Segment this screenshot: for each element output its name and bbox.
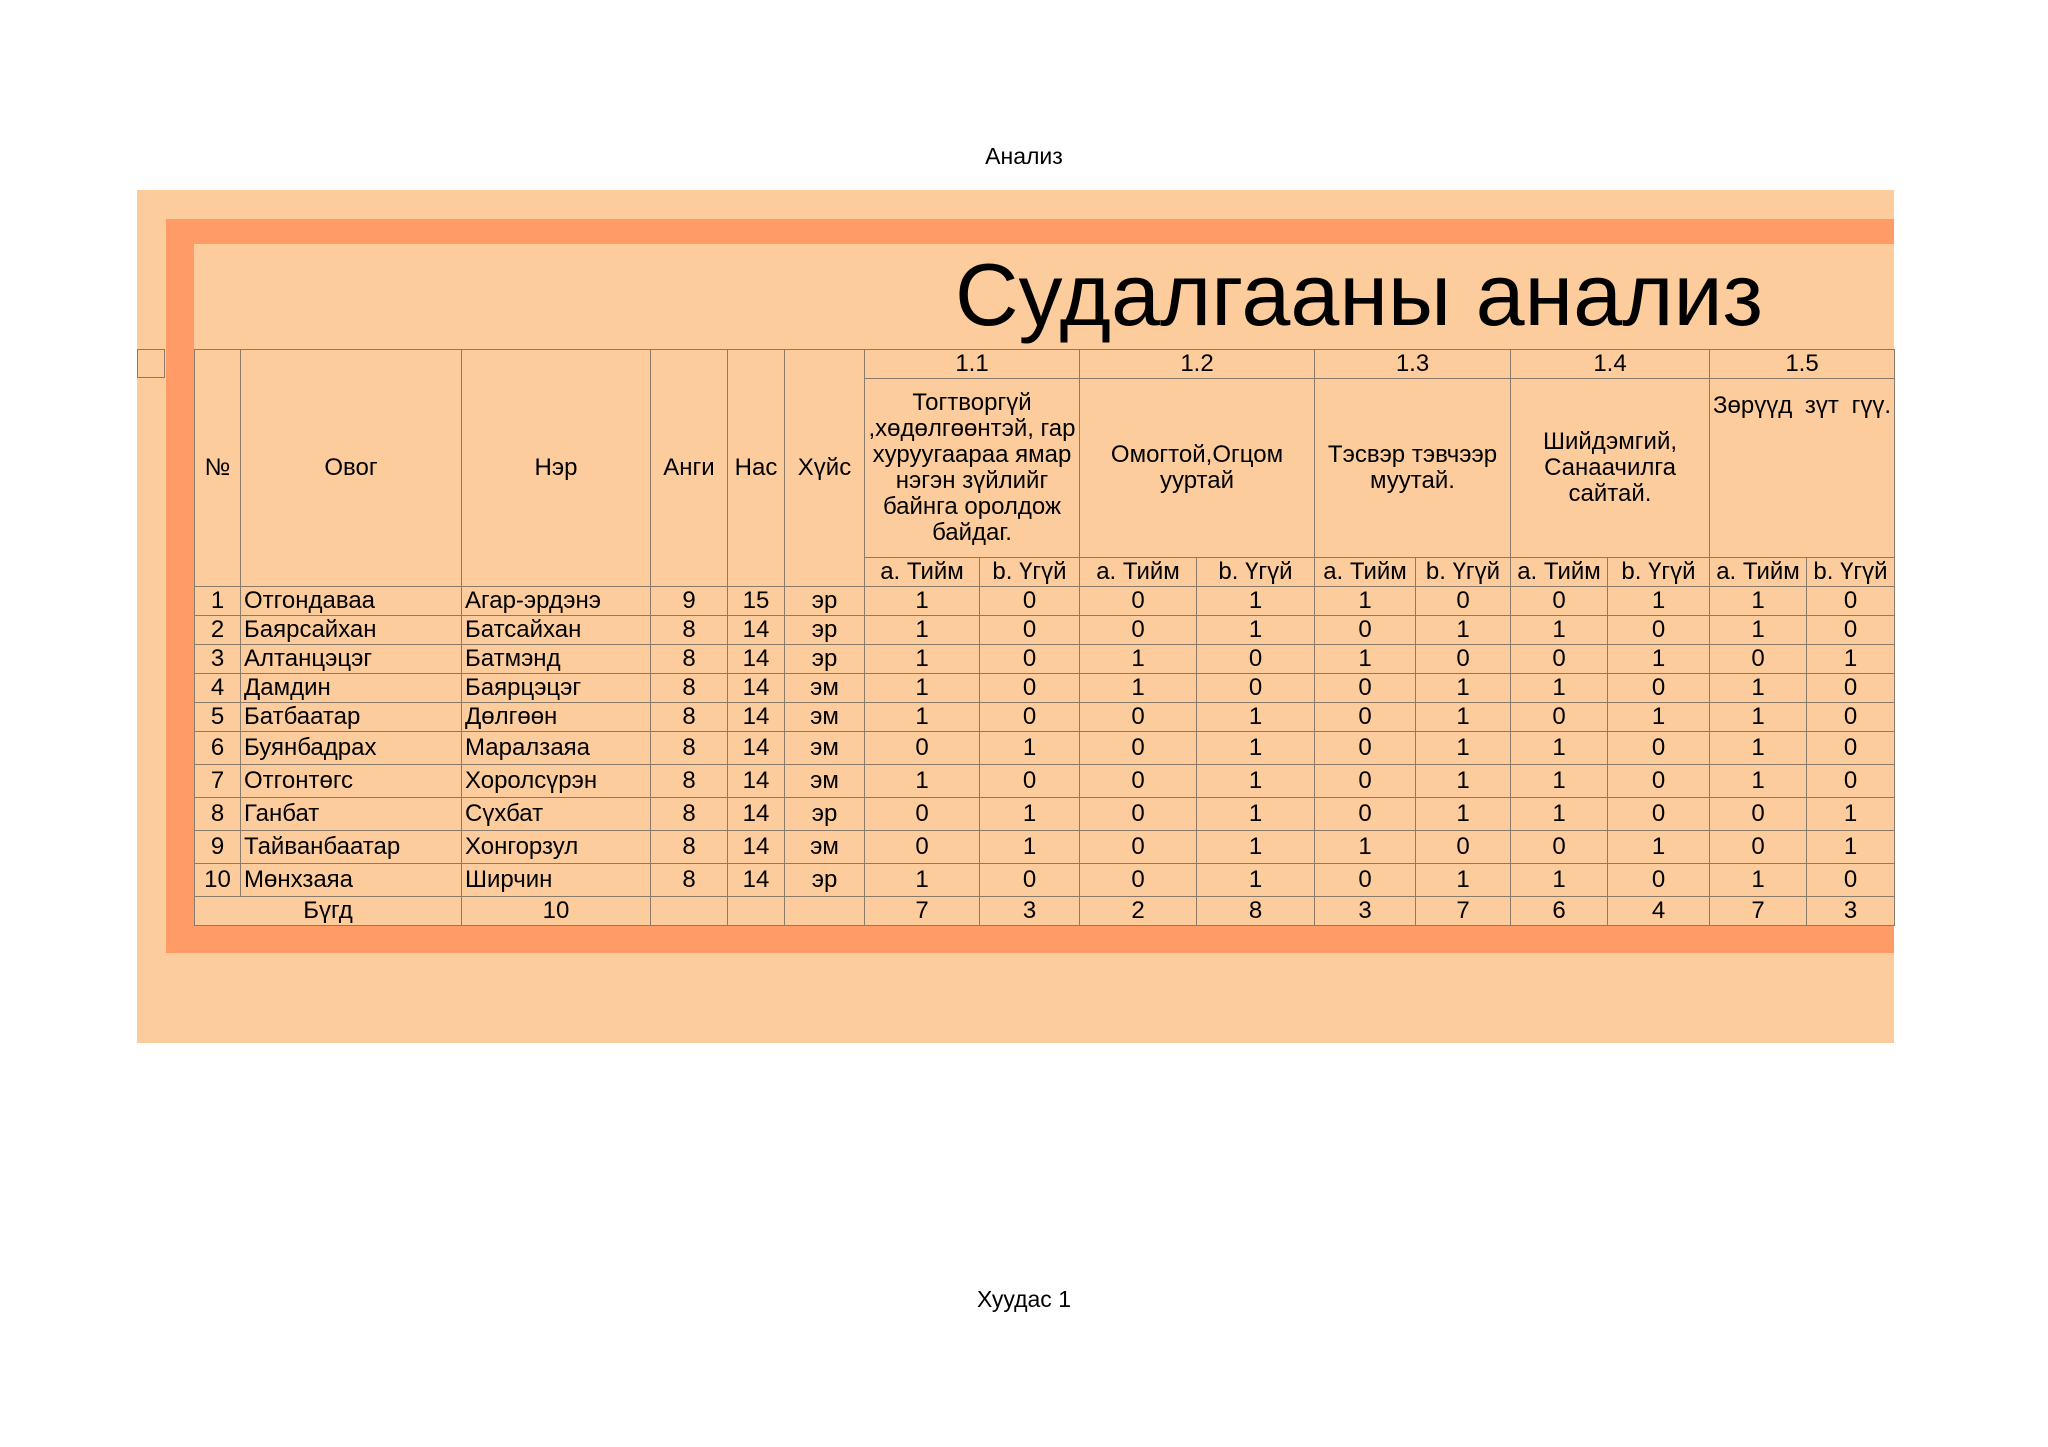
age-cell[interactable]: 14: [728, 645, 785, 674]
name-cell[interactable]: Ширчин: [462, 864, 651, 897]
answer-cell[interactable]: 0: [1608, 798, 1710, 831]
answer-cell[interactable]: 1: [1608, 703, 1710, 732]
row-number-cell[interactable]: 6: [195, 732, 241, 765]
answer-cell[interactable]: 1: [865, 645, 980, 674]
age-cell[interactable]: 14: [728, 765, 785, 798]
age-cell[interactable]: 14: [728, 616, 785, 645]
name-cell[interactable]: Батмэнд: [462, 645, 651, 674]
col-gender-header[interactable]: Хүйс: [785, 350, 865, 587]
surname-cell[interactable]: Алтанцэцэг: [241, 645, 462, 674]
answer-cell[interactable]: 1: [1416, 732, 1511, 765]
answer-cell[interactable]: 1: [1197, 732, 1315, 765]
answer-cell[interactable]: 1: [1511, 798, 1608, 831]
answer-cell[interactable]: 1: [1197, 616, 1315, 645]
col-age-header[interactable]: Нас: [728, 350, 785, 587]
answer-cell[interactable]: 0: [1080, 616, 1197, 645]
surname-cell[interactable]: Баярсайхан: [241, 616, 462, 645]
col-name-header[interactable]: Нэр: [462, 350, 651, 587]
table-row: [195, 765, 1895, 798]
answer-cell[interactable]: 1: [1710, 765, 1807, 798]
row-number-cell[interactable]: 7: [195, 765, 241, 798]
answer-cell[interactable]: 0: [980, 645, 1080, 674]
answer-cell[interactable]: 0: [1807, 703, 1895, 732]
answer-cell[interactable]: 1: [1315, 587, 1416, 616]
gender-cell[interactable]: эм: [785, 831, 865, 864]
total-row: [195, 897, 1895, 926]
option-no[interactable]: b. Үгүй: [1608, 558, 1710, 587]
answer-cell[interactable]: 1: [1197, 864, 1315, 897]
answer-cell[interactable]: 1: [1608, 587, 1710, 616]
question-code[interactable]: 1.3: [1315, 350, 1511, 379]
answer-cell[interactable]: 1: [1080, 674, 1197, 703]
answer-cell[interactable]: 1: [1416, 703, 1511, 732]
col-num-header[interactable]: №: [195, 350, 241, 587]
row-marker[interactable]: [137, 349, 165, 378]
name-cell[interactable]: Батсайхан: [462, 616, 651, 645]
answer-cell[interactable]: 1: [1807, 645, 1895, 674]
question-code[interactable]: 1.5: [1710, 350, 1895, 379]
name-cell[interactable]: Хоролсүрэн: [462, 765, 651, 798]
answer-cell[interactable]: 1: [1197, 703, 1315, 732]
answer-cell[interactable]: 0: [1315, 864, 1416, 897]
gender-cell[interactable]: эр: [785, 587, 865, 616]
answer-cell[interactable]: 1: [1710, 587, 1807, 616]
answer-cell[interactable]: 1: [1416, 616, 1511, 645]
grade-cell[interactable]: 8: [651, 732, 728, 765]
answer-cell[interactable]: 0: [1080, 703, 1197, 732]
grade-cell[interactable]: 9: [651, 587, 728, 616]
option-yes[interactable]: a. Тийм: [1710, 558, 1807, 587]
answer-cell[interactable]: 0: [1315, 674, 1416, 703]
answer-cell[interactable]: 1: [865, 765, 980, 798]
option-no[interactable]: b. Үгүй: [1807, 558, 1895, 587]
answer-cell[interactable]: 0: [1315, 732, 1416, 765]
answer-cell[interactable]: 1: [1511, 674, 1608, 703]
question-text[interactable]: Тэсвэр тэвчээр муутай.: [1315, 379, 1511, 558]
answer-cell[interactable]: 1: [865, 674, 980, 703]
total-answer-cell[interactable]: 7: [865, 897, 980, 926]
surname-cell[interactable]: Мөнхзаяа: [241, 864, 462, 897]
answer-cell[interactable]: 0: [865, 831, 980, 864]
question-text[interactable]: Зөрүүд зүт гүү.: [1710, 379, 1895, 558]
answer-cell[interactable]: 1: [980, 732, 1080, 765]
answer-cell[interactable]: 0: [1710, 831, 1807, 864]
answer-cell[interactable]: 0: [1080, 732, 1197, 765]
age-cell[interactable]: 14: [728, 732, 785, 765]
row-number-cell[interactable]: 3: [195, 645, 241, 674]
name-cell[interactable]: Дөлгөөн: [462, 703, 651, 732]
question-code[interactable]: 1.4: [1511, 350, 1710, 379]
answer-cell[interactable]: 0: [1608, 674, 1710, 703]
gender-cell[interactable]: эр: [785, 645, 865, 674]
total-answer-cell[interactable]: 6: [1511, 897, 1608, 926]
answer-cell[interactable]: 1: [865, 703, 980, 732]
age-cell[interactable]: 14: [728, 831, 785, 864]
answer-cell[interactable]: 0: [1511, 703, 1608, 732]
answer-cell[interactable]: 0: [1080, 587, 1197, 616]
answer-cell[interactable]: 0: [1807, 765, 1895, 798]
empty-cell[interactable]: [728, 897, 785, 926]
option-yes[interactable]: a. Тийм: [1315, 558, 1416, 587]
answer-cell[interactable]: 1: [1315, 645, 1416, 674]
row-number-cell[interactable]: 1: [195, 587, 241, 616]
age-cell[interactable]: 14: [728, 864, 785, 897]
total-answer-cell[interactable]: 3: [980, 897, 1080, 926]
answer-cell[interactable]: 1: [1197, 831, 1315, 864]
surname-cell[interactable]: Тайванбаатар: [241, 831, 462, 864]
answer-cell[interactable]: 1: [1511, 765, 1608, 798]
answer-cell[interactable]: 0: [980, 674, 1080, 703]
empty-cell[interactable]: [651, 897, 728, 926]
total-answer-cell[interactable]: 7: [1416, 897, 1511, 926]
answer-cell[interactable]: 0: [1080, 831, 1197, 864]
grade-cell[interactable]: 8: [651, 798, 728, 831]
answer-cell[interactable]: 1: [1807, 798, 1895, 831]
answer-cell[interactable]: 1: [1710, 703, 1807, 732]
gender-cell[interactable]: эр: [785, 864, 865, 897]
answer-cell[interactable]: 0: [1511, 645, 1608, 674]
answer-cell[interactable]: 0: [1807, 864, 1895, 897]
row-number-cell[interactable]: 5: [195, 703, 241, 732]
answer-cell[interactable]: 0: [1197, 674, 1315, 703]
row-number-cell[interactable]: 10: [195, 864, 241, 897]
grade-cell[interactable]: 8: [651, 703, 728, 732]
row-number-cell[interactable]: 2: [195, 616, 241, 645]
answer-cell[interactable]: 0: [1511, 831, 1608, 864]
total-answer-cell[interactable]: 7: [1710, 897, 1807, 926]
table-row: [195, 864, 1895, 897]
answer-cell[interactable]: 0: [1710, 798, 1807, 831]
gender-cell[interactable]: эр: [785, 616, 865, 645]
grade-cell[interactable]: 8: [651, 831, 728, 864]
answer-cell[interactable]: 1: [980, 831, 1080, 864]
answer-cell[interactable]: 0: [1416, 831, 1511, 864]
gender-cell[interactable]: эр: [785, 798, 865, 831]
surname-cell[interactable]: Ганбат: [241, 798, 462, 831]
name-cell[interactable]: Хонгорзул: [462, 831, 651, 864]
name-cell[interactable]: Агар-эрдэнэ: [462, 587, 651, 616]
answer-cell[interactable]: 0: [1807, 674, 1895, 703]
grade-cell[interactable]: 8: [651, 616, 728, 645]
total-answer-cell[interactable]: 2: [1080, 897, 1197, 926]
option-yes[interactable]: a. Тийм: [1511, 558, 1608, 587]
answer-cell[interactable]: 0: [1197, 645, 1315, 674]
answer-cell[interactable]: 0: [1080, 798, 1197, 831]
answer-cell[interactable]: 1: [1710, 864, 1807, 897]
option-no[interactable]: b. Үгүй: [980, 558, 1080, 587]
surname-cell[interactable]: Дамдин: [241, 674, 462, 703]
answer-cell[interactable]: 0: [980, 616, 1080, 645]
answer-cell[interactable]: 0: [1315, 765, 1416, 798]
total-answer-cell[interactable]: 4: [1608, 897, 1710, 926]
table-row: [195, 645, 1895, 674]
answer-cell[interactable]: 0: [1608, 765, 1710, 798]
question-text[interactable]: Тогтворгүй ,хөдөлгөөнтэй, гар хуруугаараа ямар нэгэн зүйлийг байнга оролдож байдаг.: [865, 379, 1080, 558]
grade-cell[interactable]: 8: [651, 864, 728, 897]
answer-cell[interactable]: 1: [1710, 732, 1807, 765]
answer-cell[interactable]: 1: [865, 616, 980, 645]
total-answer-cell[interactable]: 8: [1197, 897, 1315, 926]
answer-cell[interactable]: 0: [865, 732, 980, 765]
answer-cell[interactable]: 0: [1416, 587, 1511, 616]
option-no[interactable]: b. Үгүй: [1416, 558, 1511, 587]
age-cell[interactable]: 14: [728, 674, 785, 703]
answer-cell[interactable]: 0: [1807, 616, 1895, 645]
answer-cell[interactable]: 1: [1197, 798, 1315, 831]
table-row: [195, 703, 1895, 732]
grade-cell[interactable]: 8: [651, 765, 728, 798]
answer-cell[interactable]: 0: [1608, 864, 1710, 897]
surname-cell[interactable]: Буянбадрах: [241, 732, 462, 765]
table-row: [195, 831, 1895, 864]
sheet-title: Судалгааны анализ: [955, 245, 1763, 344]
page-footer: Хуудас 1: [977, 1286, 1071, 1312]
col-surname-header[interactable]: Овог: [241, 350, 462, 587]
answer-cell[interactable]: 0: [1416, 645, 1511, 674]
answer-cell[interactable]: 1: [1315, 831, 1416, 864]
gender-cell[interactable]: эм: [785, 674, 865, 703]
answer-cell[interactable]: 0: [1807, 732, 1895, 765]
answer-cell[interactable]: 1: [1416, 798, 1511, 831]
analysis-table: [194, 349, 1895, 926]
answer-cell[interactable]: 0: [1315, 703, 1416, 732]
answer-cell[interactable]: 1: [1197, 587, 1315, 616]
gender-cell[interactable]: эм: [785, 765, 865, 798]
answer-cell[interactable]: 0: [1080, 864, 1197, 897]
table-row: [195, 616, 1895, 645]
answer-cell[interactable]: 1: [1511, 864, 1608, 897]
question-code[interactable]: 1.1: [865, 350, 1080, 379]
answer-cell[interactable]: 1: [980, 798, 1080, 831]
grade-cell[interactable]: 8: [651, 674, 728, 703]
table-row: [195, 798, 1895, 831]
row-number-cell[interactable]: 8: [195, 798, 241, 831]
option-yes[interactable]: a. Тийм: [1080, 558, 1197, 587]
question-text[interactable]: Омогтой,Огцом ууртай: [1080, 379, 1315, 558]
answer-cell[interactable]: 1: [865, 864, 980, 897]
grade-cell[interactable]: 8: [651, 645, 728, 674]
answer-cell[interactable]: 1: [1710, 674, 1807, 703]
gender-cell[interactable]: эм: [785, 703, 865, 732]
answer-cell[interactable]: 1: [1416, 674, 1511, 703]
answer-cell[interactable]: 1: [1608, 645, 1710, 674]
question-code[interactable]: 1.2: [1080, 350, 1315, 379]
answer-cell[interactable]: 0: [1315, 798, 1416, 831]
table-row: [195, 587, 1895, 616]
total-answer-cell[interactable]: 3: [1807, 897, 1895, 926]
table-row: [195, 674, 1895, 703]
page-header: Анализ: [985, 143, 1063, 169]
answer-cell[interactable]: 0: [1315, 616, 1416, 645]
total-label-cell[interactable]: Бүгд: [195, 897, 462, 926]
table-row: [195, 732, 1895, 765]
answer-cell[interactable]: 0: [1608, 616, 1710, 645]
surname-cell[interactable]: Отгондаваа: [241, 587, 462, 616]
name-cell[interactable]: Баярцэцэг: [462, 674, 651, 703]
total-answer-cell[interactable]: 3: [1315, 897, 1416, 926]
answer-cell[interactable]: 1: [1511, 732, 1608, 765]
name-cell[interactable]: Маралзаяа: [462, 732, 651, 765]
answer-cell[interactable]: 0: [865, 798, 980, 831]
total-count-cell[interactable]: 10: [462, 897, 651, 926]
col-grade-header[interactable]: Анги: [651, 350, 728, 587]
surname-cell[interactable]: Отгонтөгс: [241, 765, 462, 798]
age-cell[interactable]: 14: [728, 703, 785, 732]
answer-cell[interactable]: 1: [1511, 616, 1608, 645]
answer-cell[interactable]: 1: [1080, 645, 1197, 674]
answer-cell[interactable]: 0: [1080, 765, 1197, 798]
option-yes[interactable]: a. Тийм: [865, 558, 980, 587]
answer-cell[interactable]: 0: [1710, 645, 1807, 674]
age-cell[interactable]: 15: [728, 587, 785, 616]
gender-cell[interactable]: эм: [785, 732, 865, 765]
answer-cell[interactable]: 1: [1197, 765, 1315, 798]
answer-cell[interactable]: 0: [980, 765, 1080, 798]
answer-cell[interactable]: 0: [980, 587, 1080, 616]
answer-cell[interactable]: 0: [1807, 587, 1895, 616]
answer-cell[interactable]: 0: [1511, 587, 1608, 616]
row-number-cell[interactable]: 4: [195, 674, 241, 703]
answer-cell[interactable]: 1: [1608, 831, 1710, 864]
answer-cell[interactable]: 0: [980, 864, 1080, 897]
answer-cell[interactable]: 0: [1608, 732, 1710, 765]
age-cell[interactable]: 14: [728, 798, 785, 831]
option-no[interactable]: b. Үгүй: [1197, 558, 1315, 587]
answer-cell[interactable]: 1: [865, 587, 980, 616]
question-text[interactable]: Шийдэмгий, Санаачилга сайтай.: [1511, 379, 1710, 558]
row-number-cell[interactable]: 9: [195, 831, 241, 864]
answer-cell[interactable]: 0: [980, 703, 1080, 732]
empty-cell[interactable]: [785, 897, 865, 926]
answer-cell[interactable]: 1: [1710, 616, 1807, 645]
surname-cell[interactable]: Батбаатар: [241, 703, 462, 732]
answer-cell[interactable]: 1: [1416, 864, 1511, 897]
answer-cell[interactable]: 1: [1807, 831, 1895, 864]
answer-cell[interactable]: 1: [1416, 765, 1511, 798]
name-cell[interactable]: Сүхбат: [462, 798, 651, 831]
